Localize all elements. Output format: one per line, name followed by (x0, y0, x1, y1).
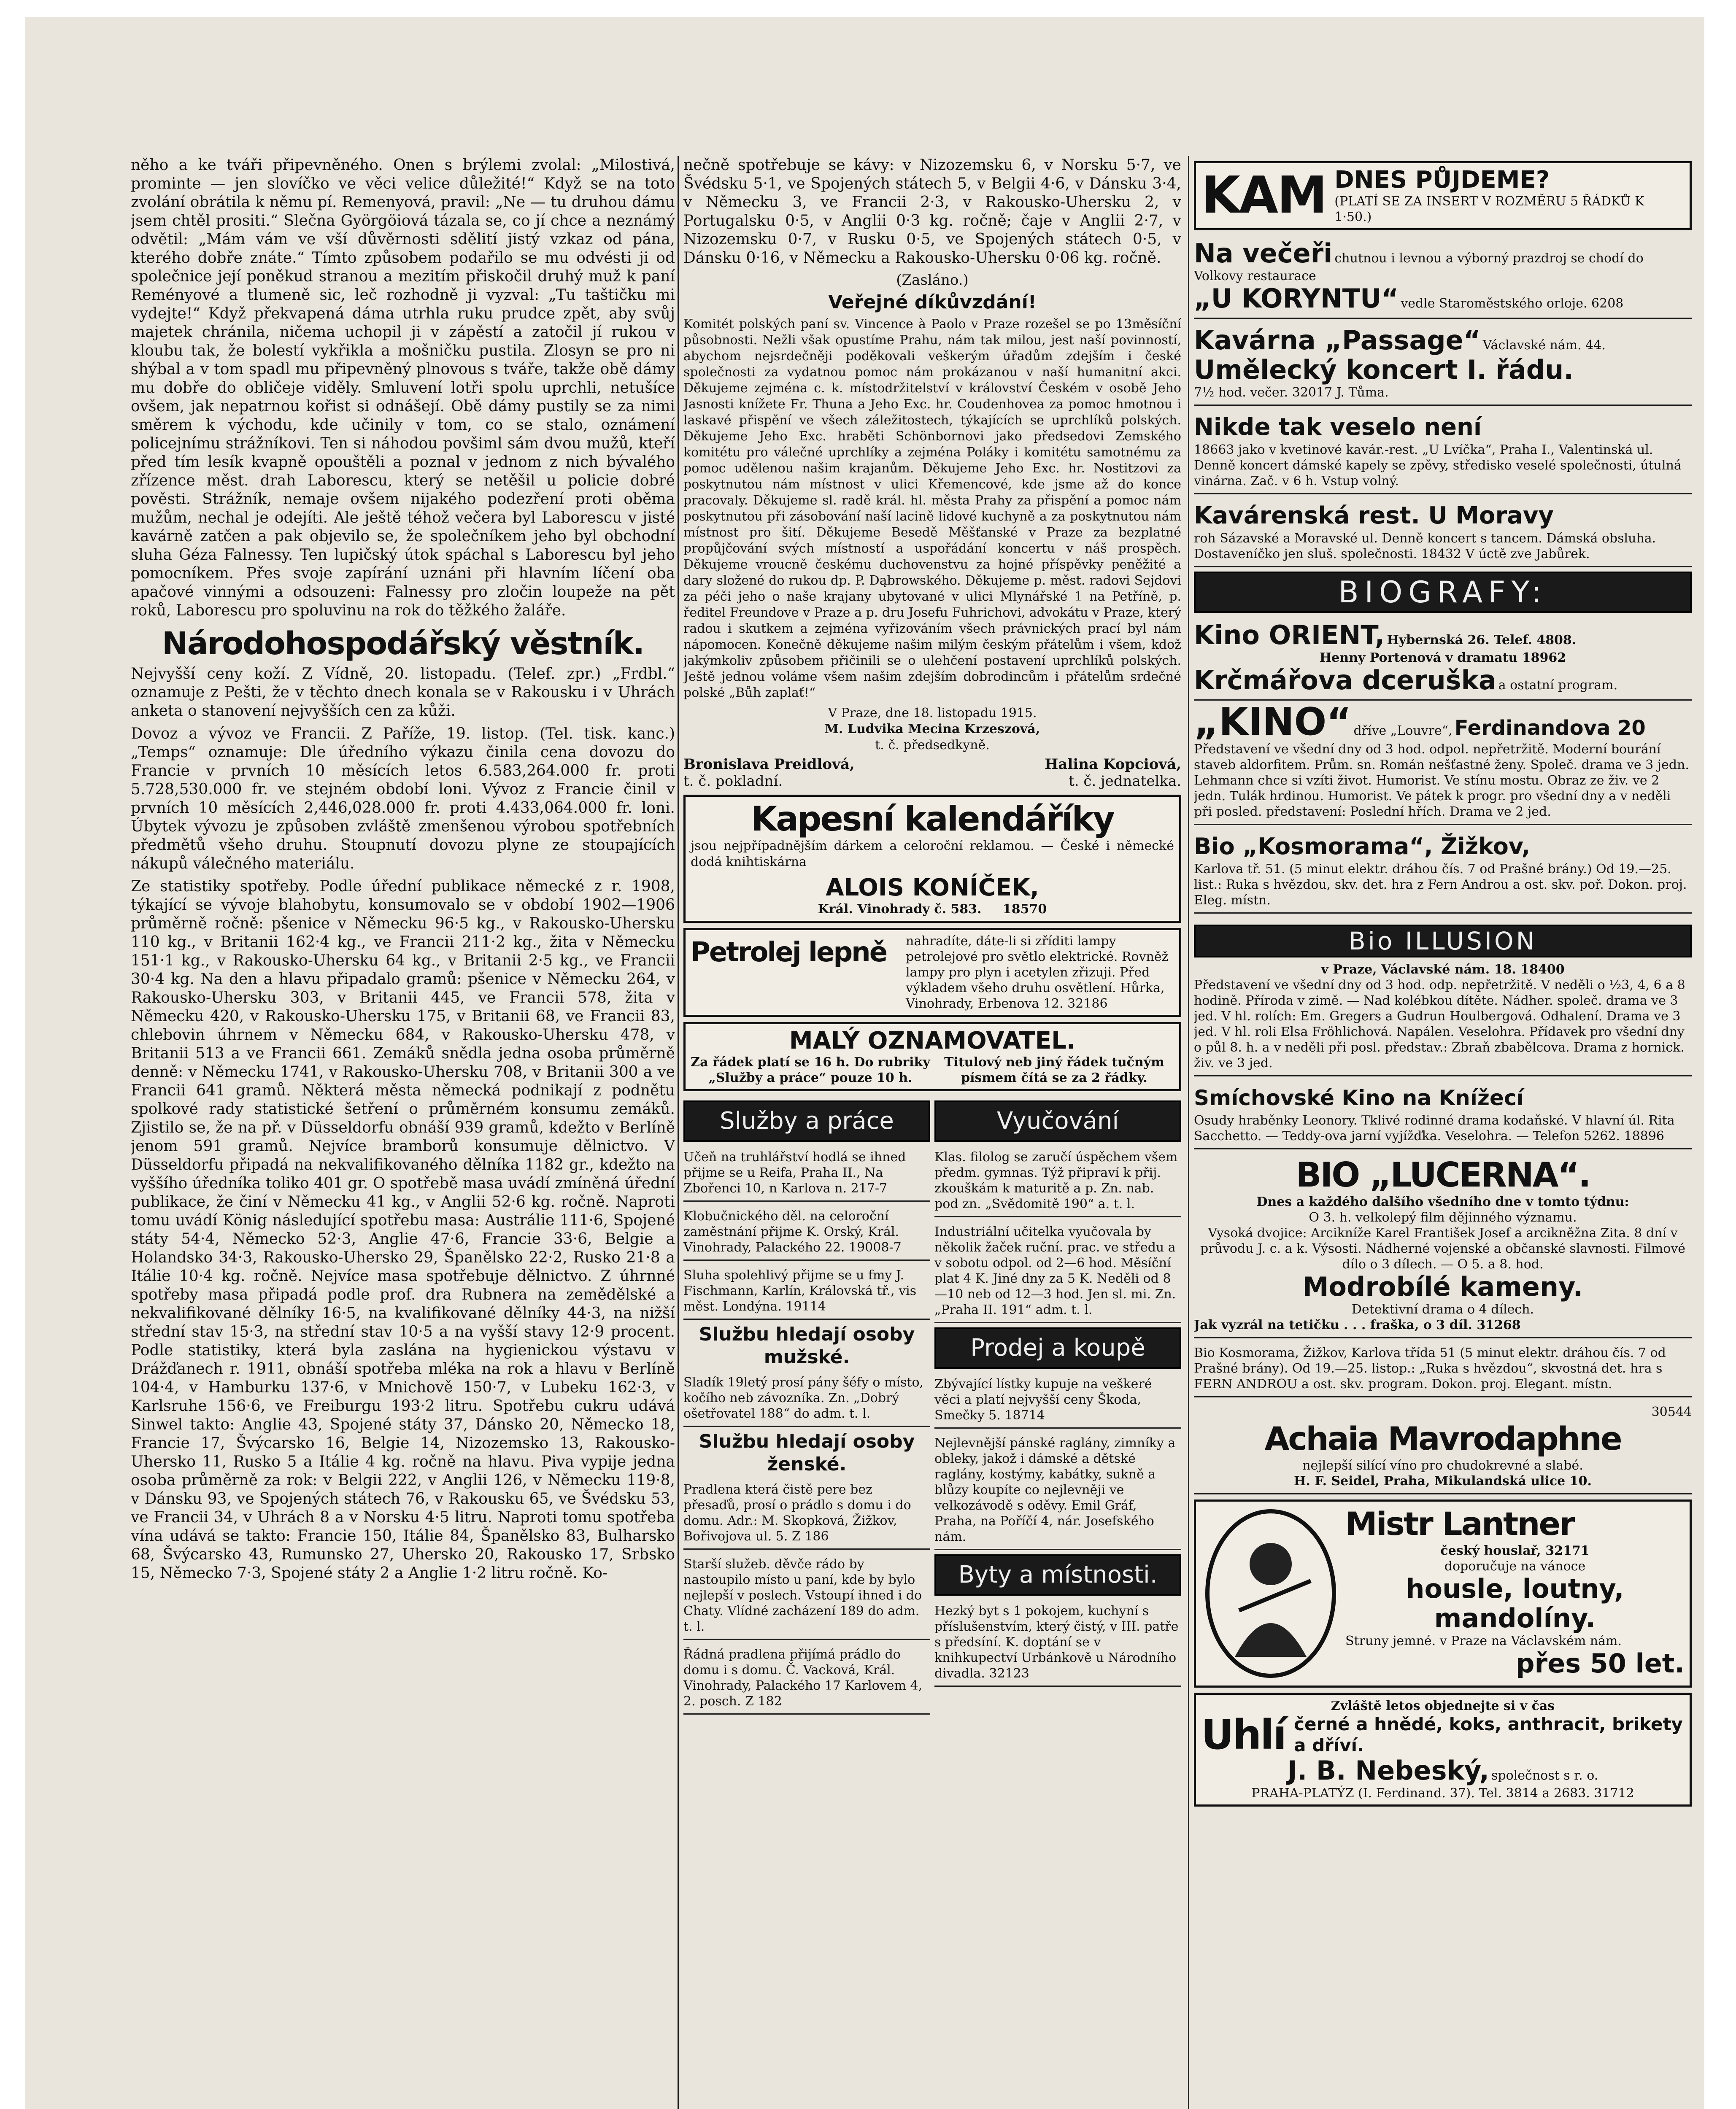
ad-calendars-number: 18570 (1002, 902, 1047, 917)
ad-calendars-title: Kapesní kalendáříky (751, 799, 1114, 839)
section-heading-economy: Národohospodářský věstník. (162, 626, 644, 662)
ad-calendars-text: jsou nejpřípadnějším dárkem a celoroční reklamou. — České i německé dodá knihtiskárna (691, 839, 1174, 869)
banner-services: Služby a práce (683, 1100, 930, 1142)
ad-calendars-firm: ALOIS KONÍČEK, (826, 874, 1039, 901)
thanks-signatures (683, 756, 1181, 790)
ad-calendars (683, 795, 1181, 923)
lvicka-number: 18663 (1194, 442, 1234, 457)
kino-title: „KINO“ (1194, 700, 1352, 744)
lantner-subtitle2: doporučuje na vánoce (1444, 1559, 1586, 1574)
ad-lantner (1194, 1499, 1692, 1688)
lvicka-title: Nikde tak veselo není (1194, 413, 1482, 441)
passage-title: Kavárna „Passage“ (1194, 325, 1481, 356)
article-consumption-end: nečně spotřebuje se kávy: v Nizozemsku 6, v Norsku 5·7, ve Švédsku 5·1, ve Spojených státech 5, v Belgii 4·6, v Dánsku 3·4, v Německu 3, ve Francii 2·3, v Rakousko-Uhersku 2, v Portugalsku 0·5, v Anglii 0·3 kg. ročně; čaje v Anglii 2·7, v Nizozemsku 0·7, v Rusku 0·5, ve Spojených státech 0·5, v Dánsku 0·16, v Německu a Rakousko-Uhersku 0·06 kg. ročně. (683, 156, 1181, 267)
article-france-trade: Dovoz a vývoz ve Francii. Z Paříže, 19. listop. (Tel. tisk. kanc.) „Temps“ oznamuje: Dle úředního výkazu činila cena dovozu do Francie v prvních 10 měsících letos 6.583,264.000 fr. proti 5.728,530.000 fr. ve stejném období loni. Vývoz z Francie činil v prvních 10 měsících 2,446,028.000 fr. proti 4.433,064.000 fr. loni. Úbytek vývozu je způsoben zvláště zmenšenou výrobou spotřebních předmětů všeho druhu. Stoupnutí dovozu plyne ze stoupajících nákupů válečného materiálu. (131, 725, 675, 872)
small-advertiser-bold-rates: Titulový neb jiný řádek tučným písmem čítá se za 2 řádky. (944, 1055, 1164, 1085)
lucerna-title: BIO „LUCERNA“. (1296, 1155, 1590, 1195)
orient-film: Krčmářova dceruška (1194, 665, 1496, 696)
kam-note: (PLATÍ SE ZA INSERT V ROZMĚRU 5 ŘÁDKŮ K 1·50.) (1334, 194, 1644, 224)
kam-subtitle: DNES PŮJDEME? (1334, 166, 1550, 194)
small-advertiser-rates: Za řádek platí se 16 h. Do rubriky „Služby a práce“ pouze 10 h. (691, 1055, 930, 1085)
banner-cinemas: BIOGRAFY: (1194, 572, 1692, 613)
coal-firm: J. B. Nebeský, (1287, 1755, 1489, 1786)
column-left (131, 156, 675, 2109)
classified-ad: Učeň na truhlářství hodlá se ihned přijme se u Reifa, Praha II., Na Zbořenci 10, n Karlova n. 217-7 (683, 1146, 930, 1202)
thanks-signer: M. Ludvika Mecina Krzeszová, (824, 722, 1040, 736)
classified-ad: Pradlena která čistě pere bez přesaďů, prosí o prádlo s domu i do domu. Adr.: M. Skopková, Žižkov, Bořivojova ul. 5. Z 186 (683, 1478, 930, 1550)
modro-note: Jak vyzrál na tetičku . . . fraška, o 3 díl. 31268 (1194, 1318, 1521, 1332)
passage-line: Umělecký koncert I. řádu. (1194, 354, 1574, 385)
kino-note: dříve „Louvre“, (1353, 723, 1453, 738)
orient-note: a ostatní program. (1498, 678, 1618, 693)
classified-ad: Hezký byt s 1 pokojem, kuchyní s příslušenstvím, který čistý, v III. patře s předsíní. K. doptání se v knihkupectví Urbánkově u Národního divadla. 32123 (934, 1600, 1181, 1687)
achaia-title: Achaia Mavrodaphne (1264, 1420, 1621, 1457)
coal-title: Uhlí (1201, 1711, 1286, 1758)
kino-text: Představení ve všední dny od 3 hod. odpol. nepřetržitě. Moderní bourání staveb aldorfitem. Prům. sn. Román nešťastné ženy. Společ. drama ve 3 jedn. Lehmann chce si vzíti život. Humorist. Ve stínu mostu. Obraz ze živ. ve 2 jedn. Tulák hrdinou. Humorist. Ve pátek k progr. pro všední dny a v neděli při posled. představení: Poslední hřích. Drama ve 2 jed. (1194, 742, 1689, 819)
lantner-subtitle: český houslař, 32171 (1440, 1543, 1590, 1558)
ad-petroleum-text: nahradíte, dáte-li si zříditi lampy petrolejové pro světlo elektrické. Rovněž lampy pro plyn i acetylen zřizuji. Před výkladem všeho druhu osvětlení. Hůrka, Vinohrady, Erbenova 12. 32186 (906, 934, 1169, 1011)
ad-coal (1194, 1693, 1692, 1807)
smichov-title: Smíchovské Kino na Knížecí (1194, 1086, 1524, 1110)
ad-kino (1194, 700, 1692, 825)
lucerna-text2: Vysoká dvojice: Arcikníže Karel František Josef a arcikněžna Zita. 8 dní v průvodu J. c. a k. Výsosti. Nádherné vojenské a občanské slavnosti. Filmové dílo o 3 dílech. — O 5. a 8. hod. (1200, 1226, 1685, 1272)
coal-firm-note: společnost s r. o. (1491, 1768, 1598, 1783)
orient-line: Henny Portenová v dramatu 18962 (1319, 650, 1566, 665)
classified-ad: Klas. filolog se zaručí úspěchem všem předm. gymnas. Týž připraví k přij. zkouškám k maturitě a p. Zn. nab. pod zn. „Svědomitě 190“ a. t. l. (934, 1146, 1181, 1217)
heading-women-seeking-work: Službu hledají osoby ženské. (699, 1431, 915, 1475)
signature-treasurer: Bronislava Preidlová, (683, 756, 855, 773)
ad-where-to-go (1194, 161, 1692, 230)
passage-note: Václavské nám. 44. (1482, 338, 1606, 353)
lantner-title: Mistr Lantner (1345, 1505, 1574, 1543)
lvicka-note: jako v kvetinové kavár.-rest. „U Lvíčka“, Praha I., Valentinská ul. Denně koncert dámské kapely se zpěvy, středisko veselé společnosti, útulná vinárna. Zač. v 6 h. Vstup volný. (1194, 442, 1682, 488)
signature-secretary: Halina Kopciová, (1045, 756, 1181, 773)
thanks-text: Komitét polských paní sv. Vincence à Paolo v Praze rozešel se po 13měsíční působnosti. Nežli však opustíme Prahu, nám tak milou, jest naší povinností, abychom nejsrdečněji poděkovali veškerým úřadům zdejším i české společnosti za vydatnou pomoc nám prokázanou v naší humanitní akci. Děkujeme zejména c. k. místodržitelství v království Českém v osobě Jeho Jasnosti knížete Fr. Thuna a Jeho Exc. hr. Coudenhovea za pomoc hmotnou i laskavé přispění ve všech záležitostech, týkajících se uprchlíků polských. Děkujeme Jeho Exc. hraběti Schönbornovi jako předsedovi Zemského komitétu pro válečné uprchlíky a zejména Poláky i komitétu samotnému za pomoc udělenou našim krajanům. Děkujeme Jeho Exc. hr. Nostitzovi za poskytnutou nám místnost v ulici Křemencové, kde jsme až do konce pracovaly. Děkujeme sl. radě král. hl. města Prahy za přispění a pomoc nám poskytnutou při zásobování naší lacině lidové kuchyně a za poskytnutou nám místnost pro šití. Děkujeme Besedě Měšťanské v Praze za bezplatné propůjčování svých místností a uspořádání koncertu v náš prospěch. Děkujeme vroucně českému duchovenstvu za hojné příspěvky peněžité a dary složené do rukou dp. P. Dąbrowského. Děkujeme p. měst. radovi Sejdovi za péči jeho o naše krajany ubytované v ulici Mlynářské 1 na Petříně, p. ředitel Freundove v Praze a p. dru Josefu Fuhrichovi, advokátu v Praze, který radou i skutkem a zejména vyřizováním všech právnických prací byl nám nápomocen. Konečně děkujeme našim milým českým přátelům i všem, kdož jakýmkoliv způsobem přičinili se o ulehčení postavení uprchlíků polských. Ještě jednou voláme všem našim zdejším dobrodincům i přátelům srdečné polské „Bůh zaplať!“ (683, 317, 1181, 700)
coal-header: Zvláště letos objednejte si v čas (1331, 1699, 1555, 1713)
ad-kino-orient (1194, 617, 1692, 701)
modro-title: Modrobílé kameny. (1302, 1271, 1583, 1302)
classified-ad: Zbývající lístky kupuje na veškeré věci a platí nejvyšší ceny Škoda, Smečky 5. 18714 (934, 1373, 1181, 1429)
classified-ad: Nejlevnější pánské raglány, zimníky a obleky, jakož i dámské a dětské raglány, kostýmy, kabátky, sukně a blůzy koupíte co nejlevněji ve velkozávodě s oděvy. Emil Gráf, Praha, na Poříčí 4, nár. Josefského nám. (934, 1432, 1181, 1550)
morava-title: Kavárenská rest. U Moravy (1194, 502, 1554, 529)
article-consumption-stats: Ze statistiky spotřeby. Podle úřední publikace německé z r. 1908, týkající se vývoje blahobytu, konsumovalo se v období 1902—1906 průměrně ročně: pšenice v Německu 96·5 kg., v Rakousko-Uhersku 110 kg., v Britanii 162·4 kg., ve Francii 211·2 kg., žita v Německu 151·1 kg., v Rakousko-Uhersku 64 kg., v Britanii 2·5 kg., ve Francii 30·4 kg. Na den a hlavu připadalo gramů: pšenice v Německu 264, v Rakousko-Uhersku 303, v Britanii 445, ve Francii 578, žita v Německu 420, v Rakousko-Uhersku 175, v Britanii 68, ve Francii 83, chlebovin úhrnem v Německu 684, v Rakousko-Uhersku 478, v Britanii 513 a ve Francii 661. Zemáků snědla jedna osoba průměrně denně: v Německu 1741, v Rakousko-Uhersku 708, v Britanii 300 a ve Francii 641 gramů. Některá města německá podnikají z podnětu spolkové rady statistické šetření o průměrném konsumu zemáků. Zjistilo se, že na př. v Düsseldorfu obnáší 939 gramů, kdežto v Berlíně jenom 591 gramů. Nejvíce bramborů konsumuje dělnictvo. V Düsseldorfu připadá na nekvalifikovaného dělníka 1182 gr., kdežto na vyššího úředníka toliko 401 gr. O spotřebě masa uvádí zmíněná úřední publikace, že činí v Německu 41 kg., v Anglii 52·6 kg. ročně. Naproti tomu uvádí König následující spotřebu masa: Austrálie 111·6, Spojené státy 54·4, Německo 52·3, Anglie 47·6, Francie 33·6, Belgie a Holandsko 34·3, Rakousko-Uhersko 29, Španělsko 22·2, Rusko 21·8 a Itálie 10·4 kg. ročně. Nejvíce masa spotřebuje dělnictvo. Z úhrnné spotřeby masa připadá podle prof. dra Rubnera na zemědělské a nekvalifikované dělníky 16·5, na kvalifikované dělníky 44·3, na nižší střední stav 15·3, na střední stav 10·5 a na vyšší stavy 12·9 procent. Podle statistiky, která byla zaslána na hygienickou výstavu v Drážďanech r. 1911, obnáší spotřeba mléka na rok a hlavu v Berlíně 104·4, v Hamburku 137·6, v Mnichově 150·7, v Lubeku 162·3, v Karlsruhe 156·6, ve Freiburgu 193·2 litru. Spotřebu cukru udává Sinwel takto: Anglie 43, Spojené státy 37, Dánsko 20, Německo 18, Francie 17, Švýcarsko 16, Belgie 14, Nizozemsko 13, Rakousko-Uhersko 11, Rusko 5 a Itálie 4 kg. ročně na hlavu. Piva vypije jedna osoba průměrně za rok: v Belgii 222, v Anglii 126, v Německu 119·8, v Dánsku 93, ve Spojených státech 76, v Rakousku 65, ve Švédsku 53, ve Francii 34, v Uhrách 8 a v Norsku 4·5 litru. Naproti tomu spotřeba vína udává se takto: Francie 150, Itálie 84, Španělsko 83, Bulharsko 68, Švýcarsko 43, Rumunsko 27, Uhersko 20, Rakousko 17, Srbsko 15, Německo 7·3, Spojené státy 2 a Anglie 1·2 litru ročně. Ko- (131, 878, 675, 1582)
classified-ad: Sluha spolehlivý přijme se u fmy J. Fischmann, Karlín, Královská tř., vis měst. Londýna. 19114 (683, 1264, 930, 1320)
ad-smichov (1194, 1080, 1692, 1149)
passage-sub: 7½ hod. večer. 32017 J. Tůma. (1194, 385, 1389, 400)
achaia-number: 30544 (1651, 1405, 1692, 1419)
ad-korynt (1194, 235, 1692, 319)
ad-kosmorama-2: Bio Kosmorama, Žižkov, Karlova třída 51 (5 minut elektr. dráhou čís. 7 od Prašné brány). Od 19.—25. listop.: „Ruka s hvězdou“, skvostná det. hra s FERN ANDROU a ost. skv. program. Dokon. proj. Elegant. místn. (1194, 1342, 1692, 1397)
column-rule (678, 156, 679, 2109)
orient-title: Kino ORIENT, (1194, 620, 1385, 650)
heading-men-seeking-work: Službu hledají osoby mužské. (699, 1324, 915, 1368)
banner-flats: Byty a místnosti. (934, 1554, 1181, 1596)
ad-passage (1194, 322, 1692, 406)
coal-text: černé a hnědé, koks, anthracit, brikety a dříví. (1294, 1714, 1683, 1756)
thanks-place-date: V Praze, dne 18. listopadu 1915. (828, 706, 1037, 720)
classified-ad: Řádná pradlena přijímá prádlo do domu i s domu. Č. Vacková, Král. Vinohrady, Palackého 17 Karlovem 4, 2. posch. Z 182 (683, 1643, 930, 1715)
banner-buy-sell: Prodej a koupě (934, 1327, 1181, 1369)
zasláno-label: (Zasláno.) (896, 272, 969, 289)
article-robbery-end: něho a ke tváři připevněného. Onen s brýlemi zvolal: „Milostivá, prominte — jen slovíčko ve věci velice důležité!“ Když se na toto zvolání obrátila k němu pí. Remenyová, pravil: „Ne — tu druhou dámu jsem chtěl prositi.“ Slečna Györgöiová tázala se, co jí chce a neznámý odvětil: „Mám vám ve vší důvěrnosti sdělití jistý vzkaz od pána, kterého dobře znáte.“ Tímto způsobem podařilo se mu odvésti ji od společnice její poněkud stranou a mezitím přiskočil druhý muž k paní Reményové a tlumeně sic, leč rozhodně ji vyzval: „Tu taštičku mi vydejte!“ Když překvapená dáma utrhla ruku prudce zpět, aby svůj majetek chránila, ničema uchopil ji v zápěstí a zatočil jí rukou v kloubu tak, že bolestí vykřikla a mošničku pustila. Zlosyn se pro ni shýbal a v tom spadl mu připevněný plnovous s tváře, takže obě dámy mu dobře do obličeje viděly. Smluvení lotři spolu uprchli, netušíce ovšem, jak nepatrnou kořist si odnášejí. Obě dámy pustily se za nimi směrem k východu, kde učinily v tom, co se stalo, oznámení policejnímu strážníkovi. Ten si náhodou povšiml sám dvou mužů, kteří před tím lesík kvapně opouštěli a poznal v jednom z nich bývalého zřízence měst. drah Laborescu, který se netěšil u policie dobré pověsti. Strážník, nemaje ovšem nijakého podezření proti oběma mužům, nechal je odejíti. Ale ještě téhož večera byl Laborescu v jisté kavárně zatčen a pak objevilo se, že společníkem jeho byl obchodní sluha Géza Falnessy. Ten lupičský útok spáchal s Laborescu byl jeho pomocníkem. Přes svoje zapírání uznáni při hlavním líčení oba apačové vinnými a odsouzeni: Falnessy pro zločin loupeže na pět roků, Laborescu pro spoluvinu na rok do těžkého žaláře. (131, 156, 675, 619)
ad-illusion (1194, 917, 1692, 1076)
illusion-text: Představení ve všední dny od 3 hod. odp. nepřetržitě. V neděli o ½3, 4, 6 a 8 hodině. Příroda v zimě. — Nad kolébkou dítěte. Nádher. společ. drama ve 3 jed. V hl. rolích: Em. Gregers a Gudrun Houlbergová. Odhalení. Drama ve 3 jed. V hl. roli Elsa Fröhlichová. Napálen. Veselohra. Přídavek pro všední dny o půl 8. h. a v neděli při posl. představ.: Zbraň zbabělcova. Drama z hornick. živ. ve 3 jed. (1194, 978, 1685, 1071)
illusion-address: v Praze, Václavské nám. 18. 18400 (1321, 962, 1565, 977)
signature-treasurer-role: t. č. pokladní. (683, 773, 783, 790)
column-middle (683, 156, 1181, 2109)
korynt-note: chutnou i levnou a výborný prazdroj se chodí do Volkovy restaurace (1194, 251, 1644, 283)
column-right (1194, 156, 1692, 2109)
korynt-name: „U KORYNTU“ (1194, 283, 1399, 314)
modro-text: Detektivní drama o 4 dílech. (1351, 1302, 1534, 1317)
classified-ad: Sladík 19letý prosí pány šéfy o místo, kočího neb závozníka. Zn. „Dobrý ošetřovatel 188“ do adm. t. l. (683, 1371, 930, 1427)
small-advertiser-box (683, 1022, 1181, 1091)
lucerna-text1: O 3. h. velkolepý film dějinného významu. (1309, 1210, 1577, 1225)
ad-petroleum (683, 928, 1181, 1017)
column-rule (1188, 156, 1189, 2109)
ad-morava (1194, 498, 1692, 567)
ad-lvicka (1194, 409, 1692, 494)
newspaper-page (25, 17, 1704, 2109)
ad-achaia (1194, 1401, 1692, 1494)
signature-secretary-role: t. č. jednatelka. (1069, 773, 1181, 790)
violinist-emblem-icon (1201, 1505, 1340, 1682)
korynt-lead: Na večeři (1194, 238, 1333, 269)
lucerna-subtitle: Dnes a každého dalšího všedního dne v tomto týdnu: (1256, 1195, 1629, 1209)
morava-note: roh Sázavské a Moravské ul. Denně koncert s tancem. Dámská obsluha. Dostaveníčko jen sluš. společnosti. 18432 V úctě zve Jabůrek. (1194, 531, 1656, 561)
kosmorama-text: Karlova tř. 51. (5 minut elektr. dráhou čís. 7 od Prašné brány.) Od 19.—25. list.: Ruka s hvězdou, skv. det. hra z Fern Androu a ost. skv. poř. Dokon. proj. Eleg. místn. (1194, 862, 1687, 908)
lantner-goods: housle, loutny, mandolíny. (1406, 1573, 1624, 1634)
orient-address: Hybernská 26. Telef. 4808. (1387, 633, 1577, 647)
lantner-years: přes 50 let. (1516, 1648, 1685, 1679)
article-leather-prices: Nejvyšší ceny koží. Z Vídně, 20. listopadu. (Telef. zpr.) „Frdbl.“ oznamuje z Pešti, že v těchto dnech konala se v Rakousku i v Uhrách anketa o stanovení nejvyšších cen za kůži. (131, 665, 675, 720)
smichov-text: Osudy hraběnky Leonory. Tklivé rodinné drama kodaňské. V hlavní úl. Rita Sacchetto. — Teddy-ova jarní vyjížďka. Veselohra. — Telefon 5262. 18896 (1194, 1113, 1675, 1143)
classified-ad: Industriální učitelka vyučovala by několik žaček ruční. prac. ve středu a v sobotu odpol. od 2—6 hod. Měsíční plat 4 K. Jiné dny za 5 K. Neděli od 8—10 neb od 12—3 hod. Jen sl. mi. Zn. „Praha II. 191“ adm. t. l. (934, 1221, 1181, 1323)
lantner-note: Struny jemné. v Praze na Václavském nám. (1345, 1634, 1622, 1648)
thanks-heading: Veřejné díkůvzdání! (828, 291, 1037, 313)
kino-address: Ferdinandova 20 (1454, 716, 1646, 740)
coal-address: PRAHA-PLATÝZ (I. Ferdinand. 37). Tel. 3814 a 2683. 31712 (1251, 1786, 1634, 1801)
ad-petroleum-title: Petrolej lepně (691, 937, 887, 968)
ad-kosmorama (1194, 828, 1692, 914)
kosmorama-title: Bio „Kosmorama“, Žižkov, (1194, 833, 1531, 860)
classified-ad: Klobučnického děl. na celoroční zaměstnání přijme K. Orský, Král. Vinohrady, Palackého 22. 19008-7 (683, 1205, 930, 1261)
small-advertiser-title: MALÝ OZNAMOVATEL. (789, 1027, 1076, 1054)
classified-ad: Starší služeb. děvče rádo by nastoupilo místo u paní, kde by bylo nejlepší v poslech. Vstoupí ihned i do Chaty. Vlídné zacházení 189 do adm. t. l. (683, 1553, 930, 1640)
ad-calendars-address: Král. Vinohrady č. 583. (818, 902, 982, 917)
achaia-firm: H. F. Seidel, Praha, Mikulandská ulice 10. (1294, 1474, 1592, 1489)
banner-tuition: Vyučování (934, 1100, 1181, 1142)
kam-title: KAM (1201, 166, 1326, 225)
thanks-signer-role: t. č. předsedkyně. (875, 738, 990, 752)
korynt-note2: vedle Staroměstského orloje. 6208 (1401, 296, 1624, 311)
illusion-title: Bio ILLUSION (1194, 925, 1692, 957)
achaia-text: nejlepší silící víno pro chudokrevné a slabé. (1302, 1458, 1583, 1473)
ad-lucerna (1194, 1153, 1692, 1338)
